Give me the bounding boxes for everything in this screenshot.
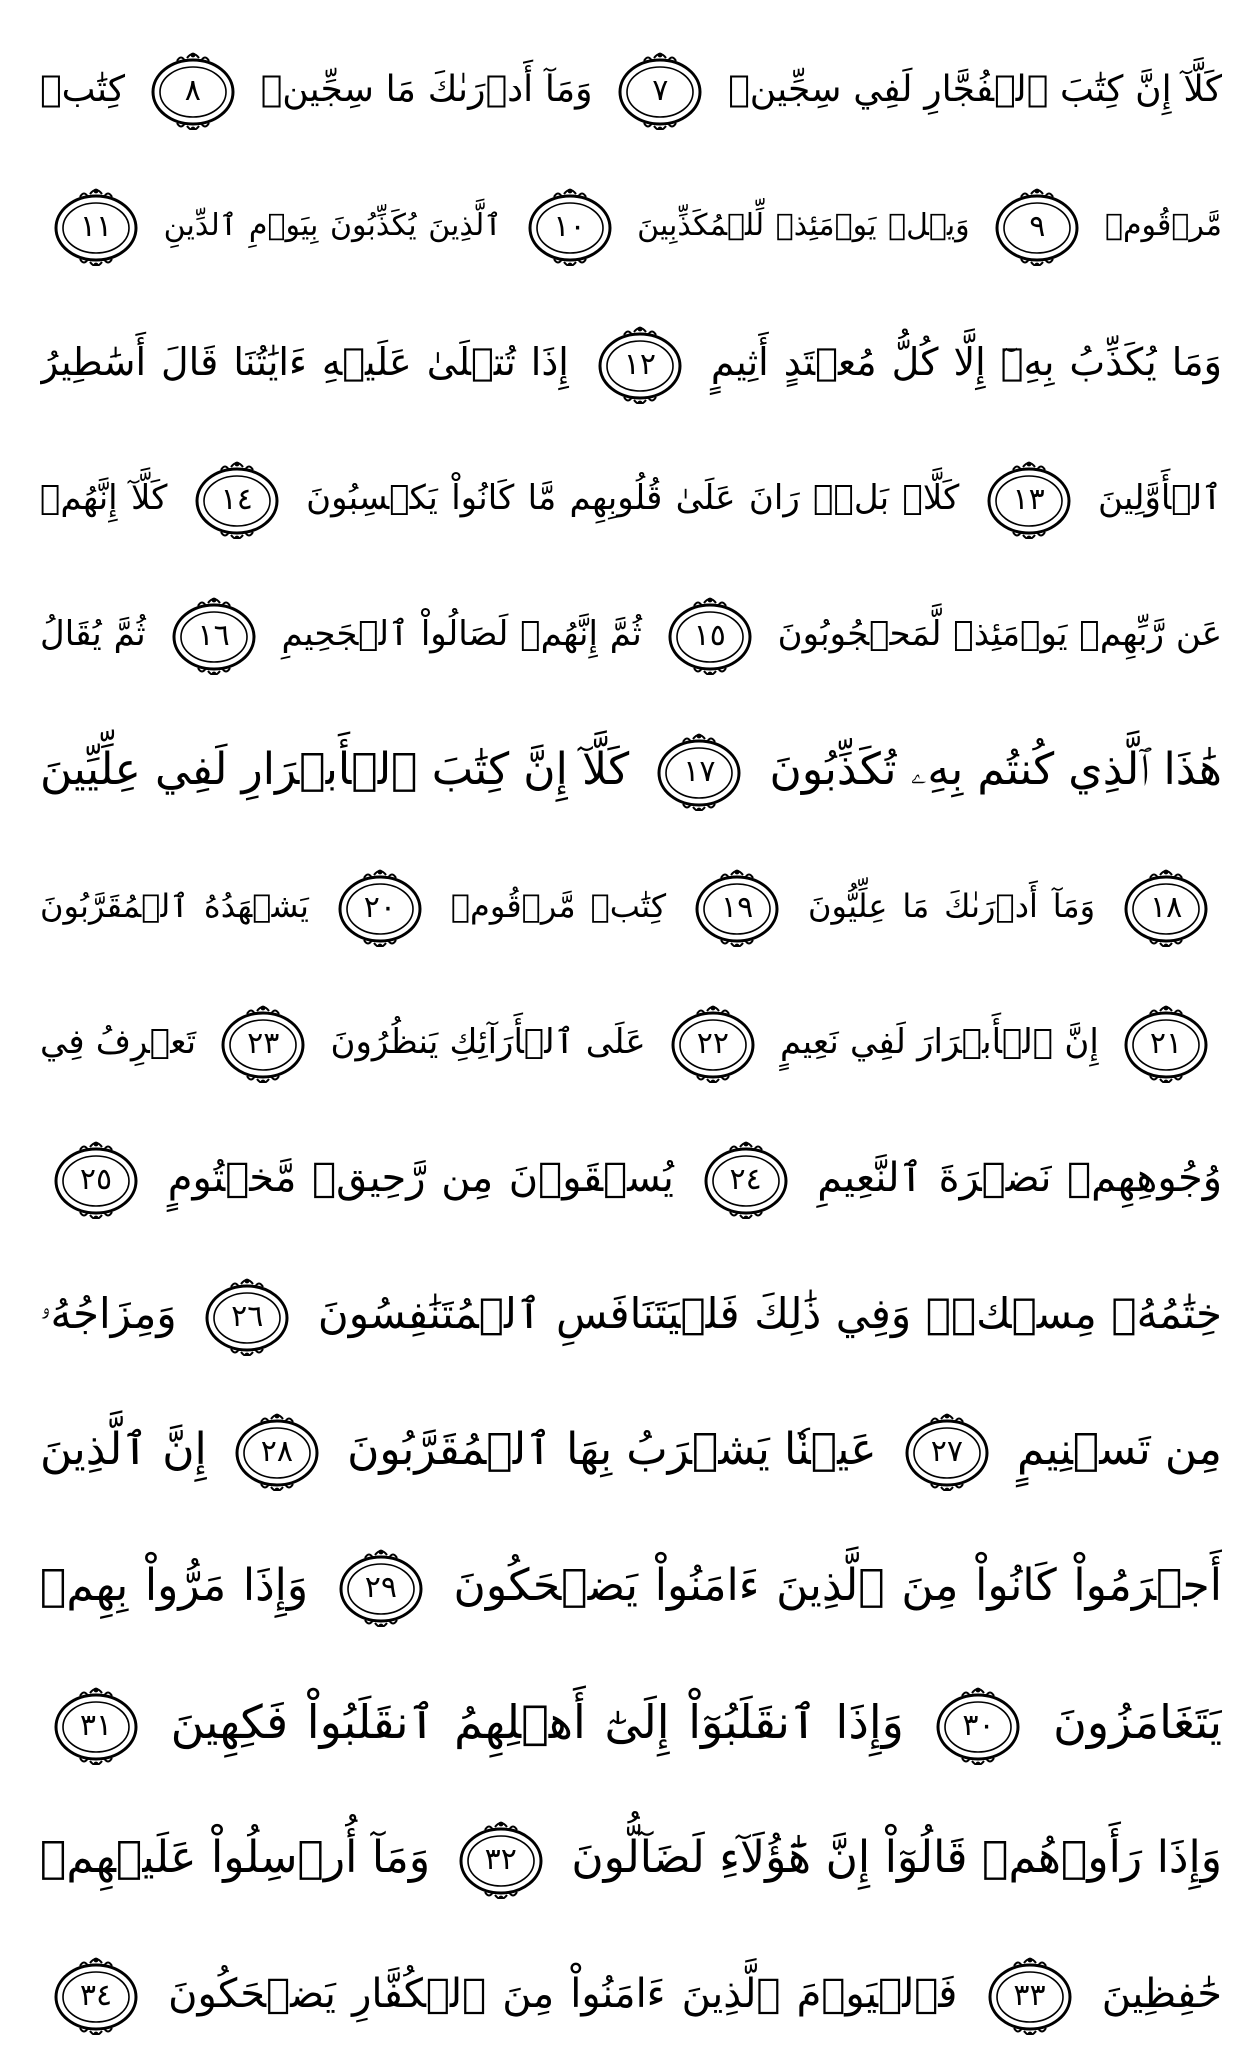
ayah-number-marker [50,1141,142,1219]
ayah-number-marker [50,188,142,266]
ayah-number: ٢٧ [930,1434,963,1469]
ayah-number: ٣٠ [962,1707,995,1743]
ayah-number-marker [1120,1005,1212,1083]
ayah-number: ١١ [79,208,113,244]
ayah-number-marker [217,1005,309,1083]
ayah-number-marker [664,597,756,675]
verse-line [40,1654,1222,1790]
ayah-number-marker [168,597,260,675]
verse-lines [40,22,1222,2062]
ayah-number: ٢٨ [260,1434,294,1469]
verse-text: ثُمَّ إِنَّهُمۡ لَصَالُواْ ٱلۡجَحِيمِ [281,614,642,654]
verse-text: وَمَا يُكَذِّبُ بِهِۦٓ إِلَّا كُلُّ مُعۡتَدٍ أَثِيمٍ [710,340,1222,384]
ayah-number: ٣١ [79,1707,113,1743]
ayah-number: ١٨ [1149,890,1183,925]
verse-line [40,1246,1222,1382]
verse-line [40,1790,1222,1926]
ayah-number: ١٠ [553,208,586,244]
ayah-number-marker [653,733,745,811]
ayah-number: ١٣ [1012,481,1045,517]
verse-text: أَجۡرَمُواْ كَانُواْ مِنَ ٱلَّذِينَ ءَامَنُواْ يَضۡحَكُونَ [453,1560,1222,1611]
verse-text: ٱلَّذِينَ يُكَذِّبُونَ بِيَوۡمِ ٱلدِّينِ [163,208,502,243]
verse-text: فَٱلۡيَوۡمَ ٱلَّذِينَ ءَامَنُواْ مِنَ ٱلۡكُفَّارِ يَضۡحَكُونَ [168,1971,958,2017]
ayah-number: ٣٢ [484,1842,517,1877]
verse-line [40,1926,1222,2062]
ayah-number: ٩ [1029,208,1046,244]
verse-line [40,702,1222,838]
verse-text: كَلَّآ إِنَّهُمۡ [40,478,168,518]
ayah-number: ٨ [184,73,201,108]
verse-text: وَإِذَا ٱنقَلَبُوٓاْ إِلَىٰٓ أَهۡلِهِمُ ٱنقَلَبُواْ فَكِهِينَ [170,1695,904,1749]
verse-line [40,838,1222,974]
verse-line [40,566,1222,702]
verse-text: وَإِذَا رَأَوۡهُمۡ قَالُوٓاْ إِنَّ هَٰٓؤُلَآءِ لَضَآلُّونَ [571,1832,1222,1883]
ayah-number: ٢٢ [696,1025,729,1061]
verse-text: هَٰذَا ٱلَّذِي كُنتُم بِهِۦ تُكَذِّبُونَ [769,744,1222,795]
verse-line [40,974,1222,1110]
verse-line [40,22,1222,158]
ayah-number: ٧ [652,73,669,108]
verse-text: وَإِذَا مَرُّواْ بِهِمۡ [40,1560,309,1611]
ayah-number-marker [147,52,239,130]
verse-text: وَمِزَاجُهُۥ [40,1289,177,1338]
ayah-number-marker [594,326,686,404]
verse-text: إِذَا تُتۡلَىٰ عَلَيۡهِ ءَايَٰتُنَا قَالَ أَسَٰطِيرُ [40,340,569,384]
verse-text: يَشۡهَدُهُ ٱلۡمُقَرَّبُونَ [40,887,309,925]
ayah-number-marker [191,461,283,539]
ayah-number: ٢١ [1149,1025,1183,1061]
verse-text: خِتَٰمُهُۥ مِسۡكٞۚ وَفِي ذَٰلِكَ فَلۡيَتَنَافَسِ ٱلۡمُتَنَٰفِسُونَ [317,1289,1222,1338]
ayah-number-marker [991,188,1083,266]
ayah-number-marker [201,1278,293,1356]
ayah-number-marker [667,1005,759,1083]
verse-text: كَلَّآ إِنَّ كِتَٰبَ ٱلۡأَبۡرَارِ لَفِي عِلِّيِّينَ [40,744,630,795]
verse-text: تَعۡرِفُ فِي [40,1022,197,1062]
ayah-number-marker [50,1957,142,2035]
ayah-number-marker [455,1821,547,1899]
verse-text: ثُمَّ يُقَالُ [40,614,146,654]
ayah-number: ٢٩ [364,1570,397,1605]
ayah-number: ٢٤ [729,1162,762,1197]
ayah-number-marker [50,1687,142,1765]
verse-text: عَيۡنٗا يَشۡرَبُ بِهَا ٱلۡمُقَرَّبُونَ [347,1424,877,1475]
ayah-number: ٢٥ [79,1162,113,1197]
ayah-number-marker [984,1957,1076,2035]
ayah-number: ١٧ [683,754,716,789]
verse-text: مِن تَسۡنِيمٍ [1017,1424,1222,1475]
verse-line [40,294,1222,430]
ayah-number: ٣٣ [1013,1978,1046,2013]
ayah-number-marker [524,188,616,266]
verse-text: كِتَٰبٞ مَّرۡقُومٞ [450,887,667,925]
verse-line [40,1110,1222,1246]
verse-line [40,1518,1222,1654]
ayah-number-marker [335,1549,427,1627]
ayah-number: ١٢ [623,346,656,382]
ayah-number-marker [700,1141,792,1219]
verse-text: عَلَى ٱلۡأَرَآئِكِ يَنظُرُونَ [330,1022,646,1062]
verse-text: يُسۡقَوۡنَ مِن رَّحِيقٖ مَّخۡتُومٍ [167,1155,674,1201]
ayah-number: ٢٠ [363,890,396,925]
verse-text: عَن رَّبِّهِمۡ يَوۡمَئِذٖ لَّمَحۡجُوبُونَ [777,614,1222,654]
verse-text: وَمَآ أَدۡرَىٰكَ مَا عِلِّيُّونَ [808,887,1096,925]
ayah-number: ١٦ [197,617,230,653]
verse-text: كَلَّاۖ بَلۡۜ رَانَ عَلَىٰ قُلُوبِهِم مَّا كَانُواْ يَكۡسِبُونَ [306,478,960,518]
ayah-number-marker [983,461,1075,539]
ayah-number-marker [231,1413,323,1491]
verse-text: حَٰفِظِينَ [1101,1971,1222,2017]
verse-text: كَلَّآ إِنَّ كِتَٰبَ ٱلۡفُجَّارِ لَفِي سِجِّينٖ [728,69,1222,110]
verse-line [40,158,1222,294]
ayah-number-marker [901,1413,993,1491]
verse-text: إِنَّ ٱلَّذِينَ [40,1424,207,1475]
ayah-number-marker [334,869,426,947]
ayah-number-marker [932,1687,1024,1765]
verse-text: وَيۡلٞ يَوۡمَئِذٖ لِّلۡمُكَذِّبِينَ [637,208,970,243]
verse-text: ٱلۡأَوَّلِينَ [1098,478,1222,518]
ayah-number: ٢٣ [247,1025,280,1061]
ayah-number-marker [691,869,783,947]
verse-text: وَمَآ أَدۡرَىٰكَ مَا سِجِّينٞ [260,69,593,110]
ayah-number-marker [614,52,706,130]
verse-line [40,430,1222,566]
verse-text: يَتَغَامَزُونَ [1053,1695,1222,1749]
ayah-number: ١٩ [720,890,754,925]
verse-text: وَمَآ أُرۡسِلُواْ عَلَيۡهِمۡ [40,1832,431,1883]
ayah-number-marker [1120,869,1212,947]
ayah-number: ٢٦ [231,1298,264,1334]
verse-text: إِنَّ ٱلۡأَبۡرَارَ لَفِي نَعِيمٍ [780,1022,1099,1062]
verse-line [40,1382,1222,1518]
ayah-number: ١٥ [693,617,726,653]
verse-text: مَّرۡقُومٞ [1104,208,1222,243]
verse-text: وُجُوهِهِمۡ نَضۡرَةَ ٱلنَّعِيمِ [817,1155,1222,1201]
ayah-number: ٣٤ [79,1978,113,2013]
ayah-number: ١٤ [220,481,253,517]
verse-text: كِتَٰبٞ [40,69,125,110]
